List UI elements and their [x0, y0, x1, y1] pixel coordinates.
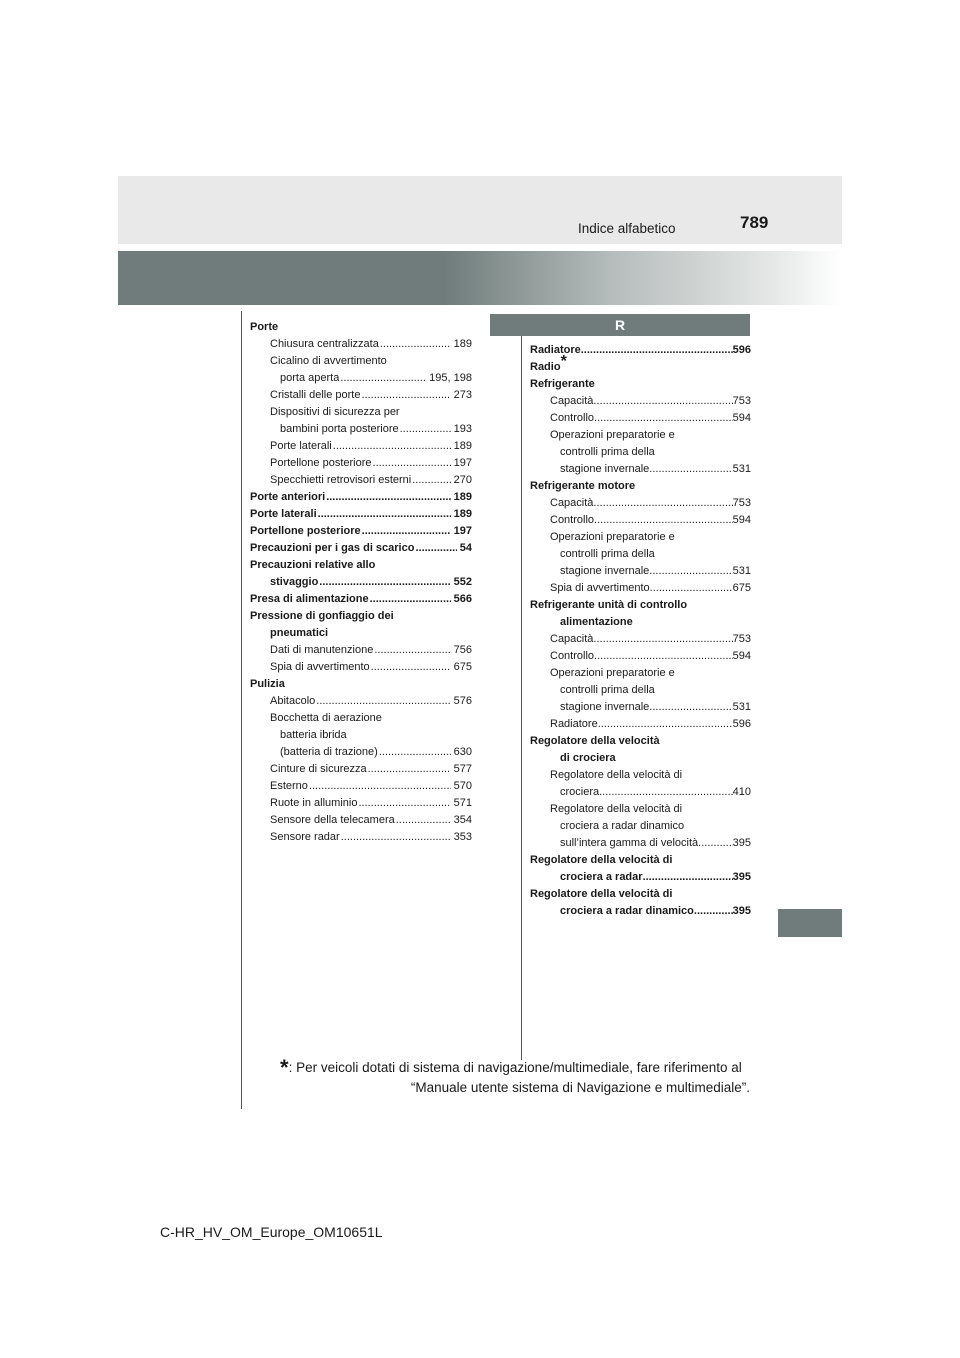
index-entry [530, 665, 751, 682]
index-entry-page: 197 [453, 525, 472, 537]
index-entry-page: 531 [732, 463, 751, 475]
index-entry-term: Cinture di sicurezza [270, 763, 367, 775]
footnote-asterisk: * [280, 1055, 289, 1080]
dot-leader [415, 540, 456, 557]
index-entry [250, 438, 472, 455]
index-entry-page: 596 [732, 344, 751, 356]
index-entry [530, 699, 751, 716]
index-entry-term: Capacità [550, 395, 594, 407]
index-entry [530, 750, 751, 767]
index-entry-page: 753 [732, 395, 751, 407]
index-entry-term: alimentazione [560, 616, 633, 628]
index-entry [530, 597, 751, 614]
index-entry [250, 472, 472, 489]
index-entry [250, 421, 472, 438]
index-entry-term: Regolatore della velocità [530, 735, 660, 747]
index-entry [530, 835, 751, 852]
index-entry [250, 676, 472, 693]
index-entry-term: Dispositivi di sicurezza per [270, 406, 400, 418]
index-entry [530, 886, 751, 903]
index-entry-page: 189 [453, 508, 472, 520]
footnote-line-1: : Per veicoli dotati di sistema di navigazione/multimediale, fare riferimento al [288, 1060, 742, 1075]
dot-leader [698, 835, 732, 852]
index-entry-page: 594 [732, 650, 751, 662]
index-entry [250, 761, 472, 778]
index-entry [530, 852, 751, 869]
index-entry [530, 393, 751, 410]
index-letter-header: R [490, 314, 750, 336]
index-entry [530, 614, 751, 631]
index-entry-page: 594 [732, 514, 751, 526]
index-entry [250, 489, 472, 506]
index-entry-term: porta aperta [280, 372, 340, 384]
dot-leader [340, 370, 426, 387]
index-entry [250, 370, 472, 387]
index-entry [250, 795, 472, 812]
index-entry [530, 376, 751, 393]
index-entry [530, 529, 751, 546]
index-entry-term: bambini porta posteriore [280, 423, 399, 435]
index-entry-term: crociera [560, 786, 600, 798]
index-entry-page: 270 [453, 474, 472, 486]
index-column-left [250, 319, 472, 846]
dot-leader [370, 591, 451, 608]
index-entry-page: 753 [732, 633, 751, 645]
dot-leader [362, 523, 451, 540]
index-entry-term: Ruote in alluminio [270, 797, 358, 809]
dot-leader [650, 580, 733, 597]
index-entry-term: Sensore della telecamera [270, 814, 395, 826]
dot-leader [358, 795, 450, 812]
index-entry-page: 753 [732, 497, 751, 509]
section-title: Indice alfabetico [578, 221, 676, 236]
index-entry-term: Pressione di gonfiaggio dei [250, 610, 394, 622]
index-entry [250, 557, 472, 574]
index-entry [250, 727, 472, 744]
index-entry-term: controlli prima della [560, 548, 655, 560]
index-entry-term: Refrigerante [530, 378, 595, 390]
index-entry [530, 353, 751, 376]
index-entry-page: 189 [453, 440, 472, 452]
dot-leader [318, 506, 451, 523]
index-entry [530, 818, 751, 835]
index-entry [250, 319, 472, 336]
index-entry-term: Regolatore della velocità di [550, 803, 683, 815]
index-entry-term: Chiusura centralizzata [270, 338, 379, 350]
index-entry [530, 410, 751, 427]
index-entry-term: Operazioni preparatorie e [550, 531, 675, 543]
index-entry [530, 512, 751, 529]
index-entry-page: 531 [732, 701, 751, 713]
index-entry-term: Operazioni preparatorie e [550, 667, 675, 679]
index-entry [250, 829, 472, 846]
index-entry-term: Dati di manutenzione [270, 644, 374, 656]
index-entry [530, 733, 751, 750]
index-entry-term: Abitacolo [270, 695, 316, 707]
index-entry-page: 566 [453, 593, 472, 605]
index-entry-term: crociera a radar dinamico [560, 820, 685, 832]
index-entry [250, 506, 472, 523]
index-entry [530, 716, 751, 733]
dot-leader [373, 455, 451, 472]
index-entry-term: controlli prima della [560, 684, 655, 696]
dot-leader [371, 659, 451, 676]
index-entry [250, 744, 472, 761]
index-entry [530, 682, 751, 699]
index-entry-term: (batteria di trazione) [280, 746, 378, 758]
dot-leader [400, 421, 451, 438]
index-entry [250, 778, 472, 795]
index-entry [530, 580, 751, 597]
index-entry-term: Operazioni preparatorie e [550, 429, 675, 441]
dot-leader [694, 903, 733, 920]
index-entry-page: 189 [453, 491, 472, 503]
index-entry-term: di crociera [560, 752, 616, 764]
index-entry-term: Bocchetta di aerazione [270, 712, 382, 724]
dot-leader [581, 342, 733, 359]
index-entry [250, 523, 472, 540]
index-entry [250, 625, 472, 642]
dot-leader [594, 648, 733, 665]
index-entry-page: 630 [453, 746, 472, 758]
index-entry [250, 812, 472, 829]
footnote-line-2: “Manuale utente sistema di Navigazione e multimediale”. [410, 1080, 750, 1095]
index-entry-term: Porte laterali [250, 508, 317, 520]
index-entry [530, 767, 751, 784]
index-entry-term: Spia di avvertimento [270, 661, 370, 673]
dot-leader [649, 563, 732, 580]
index-entry-term: Cristalli delle porte [270, 389, 361, 401]
index-entry-page: 571 [453, 797, 472, 809]
index-entry-term: Porte anteriori [250, 491, 326, 503]
index-entry-term: Precauzioni per i gas di scarico [250, 542, 415, 554]
index-entry [530, 784, 751, 801]
index-entry [530, 546, 751, 563]
dot-leader [361, 387, 450, 404]
index-entry-term: pneumatici [270, 627, 329, 639]
index-entry-term: controlli prima della [560, 446, 655, 458]
index-entry-term: Portellone posteriore [270, 457, 372, 469]
footnote [280, 1055, 750, 1098]
index-entry-term: crociera a radar dinamico [560, 905, 694, 917]
dot-leader [380, 336, 451, 353]
index-entry-term: batteria ibrida [280, 729, 347, 741]
dot-leader [319, 574, 450, 591]
index-entry-term: Capacità [550, 497, 594, 509]
index-entry [250, 591, 472, 608]
index-entry [250, 404, 472, 421]
index-entry [250, 353, 472, 370]
index-entry-page: 577 [453, 763, 472, 775]
dot-leader [649, 699, 732, 716]
dot-leader [326, 489, 450, 506]
dot-leader [412, 472, 450, 489]
dot-leader [341, 829, 451, 846]
index-entry-page: 353 [453, 831, 472, 843]
index-entry-term: Radiatore [530, 344, 581, 356]
left-margin-rule [241, 311, 242, 1109]
index-entry-term: Regolatore della velocità di [530, 854, 673, 866]
index-entry-page: 395 [732, 871, 751, 883]
index-entry-term: Refrigerante motore [530, 480, 636, 492]
index-entry [250, 387, 472, 404]
page-number: 789 [740, 213, 769, 232]
document-code: C-HR_HV_OM_Europe_OM10651L [160, 1224, 383, 1240]
index-entry-term: Controllo [550, 514, 595, 526]
chapter-thumb-tab [778, 909, 842, 937]
index-entry-term: sull’intera gamma di velocità [560, 837, 699, 849]
dot-leader [599, 784, 733, 801]
index-entry-page: 576 [453, 695, 472, 707]
index-entry-term: Pulizia [250, 678, 285, 690]
dot-leader [309, 778, 451, 795]
footnote-reference-asterisk: * [560, 353, 567, 370]
index-entry [250, 574, 472, 591]
index-entry [530, 801, 751, 818]
index-entry [250, 540, 472, 557]
dot-leader [593, 631, 732, 648]
column-divider [521, 332, 522, 1060]
index-entry [250, 336, 472, 353]
index-entry-page: 594 [732, 412, 751, 424]
index-entry-term: stagione invernale [560, 701, 650, 713]
index-entry [530, 869, 751, 886]
index-entry-page: 195, 198 [429, 372, 472, 384]
dot-leader [379, 744, 451, 761]
index-entry-term: stivaggio [270, 576, 319, 588]
index-entry [250, 710, 472, 727]
index-entry [530, 903, 751, 920]
index-entry-term: Radio [530, 361, 561, 373]
index-entry [530, 631, 751, 648]
index-entry-page: 354 [453, 814, 472, 826]
dot-leader [368, 761, 451, 778]
index-entry-page: 54 [459, 542, 472, 554]
index-entry-term: Porte [250, 321, 279, 333]
index-entry [530, 427, 751, 444]
index-entry [530, 478, 751, 495]
index-entry-page: 570 [453, 780, 472, 792]
index-entry-term: Radiatore [550, 718, 598, 730]
index-column-right [530, 342, 751, 920]
dot-leader [594, 410, 733, 427]
index-entry [250, 693, 472, 710]
dot-leader [643, 869, 733, 886]
index-entry [250, 642, 472, 659]
index-entry-term: Presa di alimentazione [250, 593, 369, 605]
index-entry-term: stagione invernale [560, 463, 650, 475]
index-entry [530, 563, 751, 580]
index-entry-term: Regolatore della velocità di [550, 769, 683, 781]
index-entry-page: 193 [453, 423, 472, 435]
dot-leader [374, 642, 450, 659]
index-entry [250, 455, 472, 472]
index-entry [250, 608, 472, 625]
index-entry-term: Controllo [550, 412, 595, 424]
dot-leader [593, 393, 732, 410]
index-entry-term: Precauzioni relative allo [250, 559, 376, 571]
index-entry-page: 197 [453, 457, 472, 469]
decorative-gradient-band [118, 251, 842, 305]
index-entry [530, 495, 751, 512]
index-entry-term: Refrigerante unità di controllo [530, 599, 688, 611]
index-entry-page: 675 [453, 661, 472, 673]
index-entry-page: 395 [732, 837, 751, 849]
index-entry-term: Cicalino di avvertimento [270, 355, 387, 367]
dot-leader [598, 716, 733, 733]
dot-leader [649, 461, 732, 478]
index-entry [250, 659, 472, 676]
index-entry-page: 675 [732, 582, 751, 594]
index-entry-term: Specchietti retrovisori esterni [270, 474, 412, 486]
index-entry [530, 648, 751, 665]
index-entry [530, 444, 751, 461]
index-entry [530, 461, 751, 478]
index-entry-term: Esterno [270, 780, 308, 792]
index-entry-term: Sensore radar [270, 831, 340, 843]
index-entry-term: Portellone posteriore [250, 525, 361, 537]
index-entry-term: Capacità [550, 633, 594, 645]
index-entry-page: 756 [453, 644, 472, 656]
index-entry-term: crociera a radar [560, 871, 643, 883]
dot-leader [396, 812, 451, 829]
index-entry-term: Regolatore della velocità di [530, 888, 673, 900]
index-entry-page: 189 [453, 338, 472, 350]
dot-leader [333, 438, 451, 455]
dot-leader [316, 693, 450, 710]
index-entry-term: Porte laterali [270, 440, 332, 452]
index-entry-page: 596 [732, 718, 751, 730]
index-entry-page: 410 [732, 786, 751, 798]
index-entry-page: 273 [453, 389, 472, 401]
dot-leader [594, 512, 733, 529]
index-entry-page: 395 [732, 905, 751, 917]
index-entry-term: Controllo [550, 650, 595, 662]
index-entry-term: Spia di avvertimento [550, 582, 650, 594]
header-band [118, 176, 842, 244]
dot-leader [593, 495, 732, 512]
index-entry-term: stagione invernale [560, 565, 650, 577]
index-entry-page: 552 [453, 576, 472, 588]
index-entry-page: 531 [732, 565, 751, 577]
